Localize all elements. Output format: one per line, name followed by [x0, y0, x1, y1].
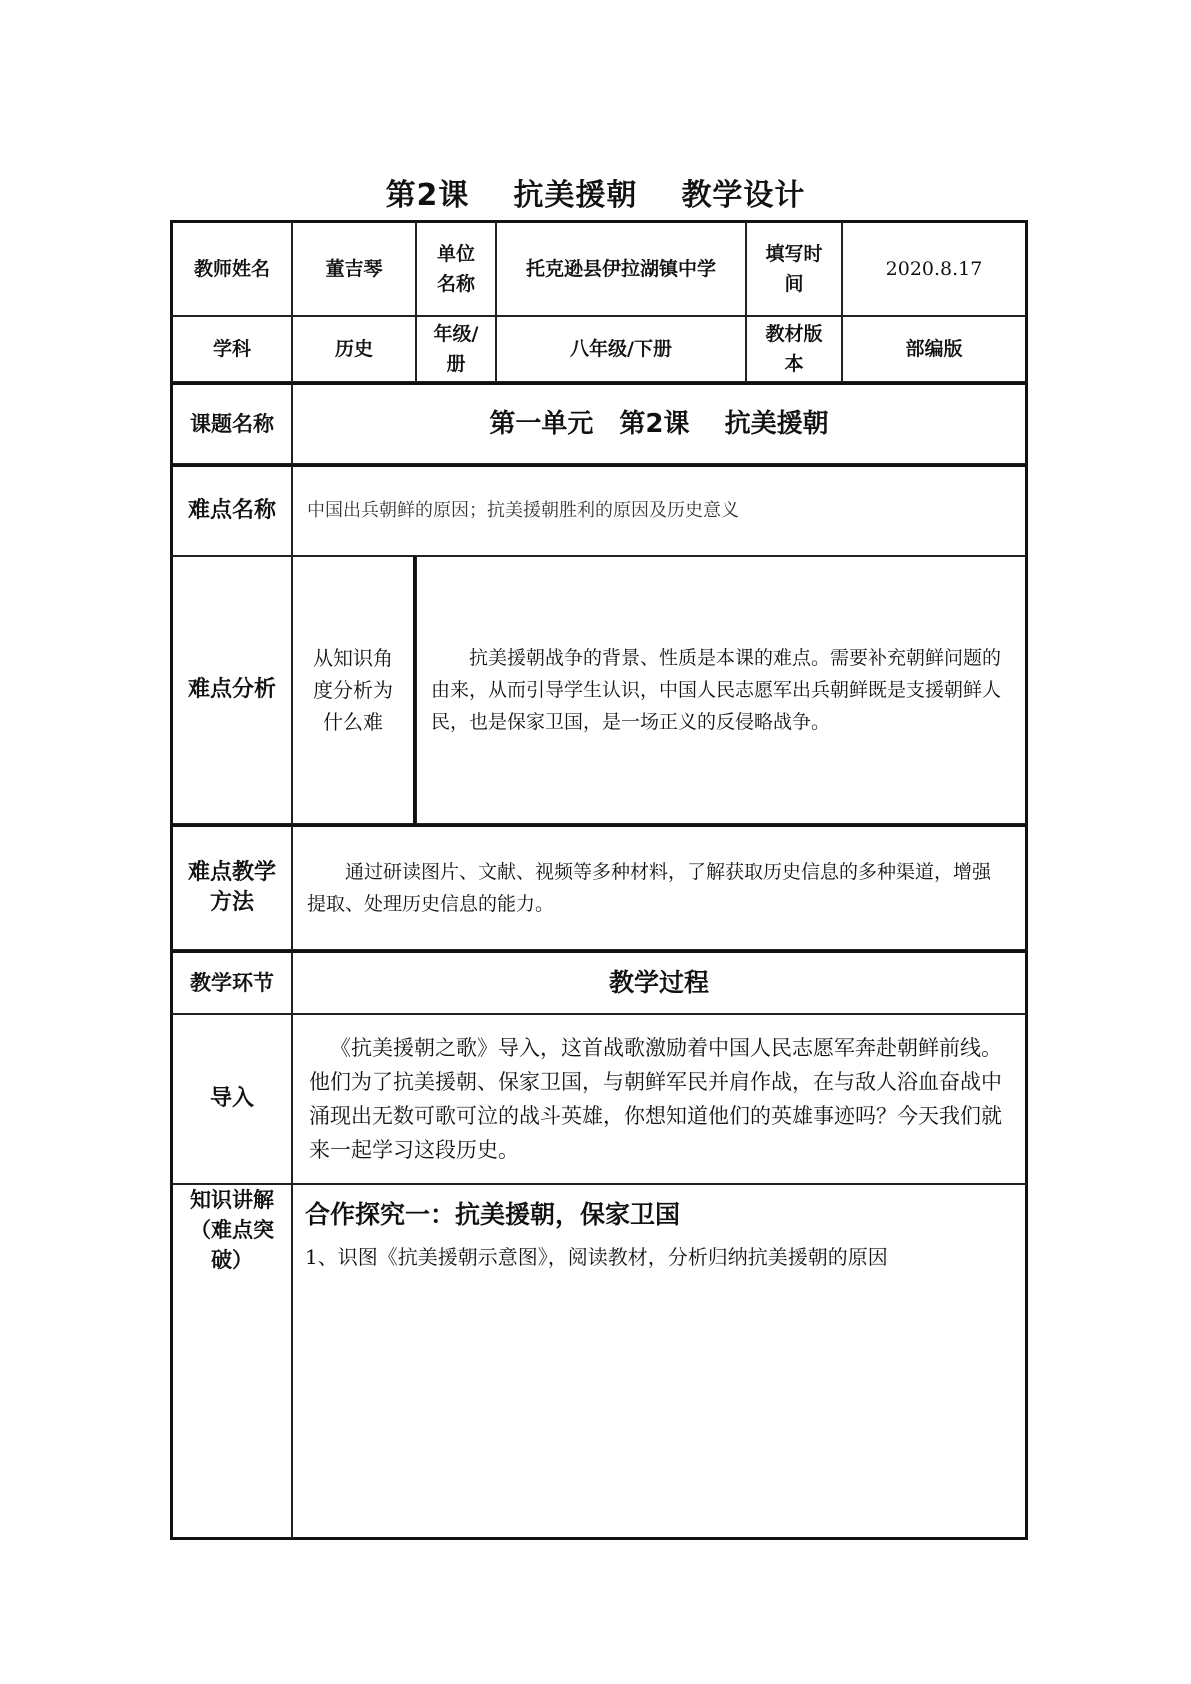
analysis-cell — [416, 556, 1028, 824]
title-lesson: 第2课 — [385, 178, 470, 213]
subject-value: 历史 — [292, 316, 416, 382]
method-value: 通过研读图片、文献、视频等多种材料，了解获取历史信息的多种渠道，增强提取、处理历史信息的能力。 — [307, 861, 992, 915]
intro-label: 导入 — [170, 1014, 292, 1184]
grade-label: 年级/册 — [416, 316, 496, 382]
unit-label: 单位名称 — [416, 220, 496, 316]
knowledge-cell — [292, 1184, 1028, 1540]
process-label: 教学环节 — [170, 950, 292, 1014]
date-label: 填写时间 — [746, 220, 842, 316]
knowledge-label: 知识讲解（难点突破） — [170, 1184, 292, 1540]
title-kind: 教学设计 — [681, 178, 806, 213]
edition-label: 教材版本 — [746, 316, 842, 382]
method-label: 难点教学方法 — [170, 824, 292, 950]
process-header: 教学过程 — [292, 950, 1028, 1014]
analysis-label: 难点分析 — [170, 556, 292, 824]
difficulty-label: 难点名称 — [170, 464, 292, 556]
edition-value: 部编版 — [842, 316, 1028, 382]
teacher-value: 董吉琴 — [292, 220, 416, 316]
lesson-plan-table — [170, 220, 1028, 1540]
knowledge-heading: 合作探究一：抗美援朝，保家卫国 — [305, 1200, 681, 1229]
topic-label: 课题名称 — [170, 382, 292, 464]
topic-value: 第一单元 第2课 抗美援朝 — [292, 382, 1028, 464]
method-cell — [292, 824, 1028, 950]
subject-label: 学科 — [170, 316, 292, 382]
intro-value: 《抗美援朝之歌》导入，这首战歌激励着中国人民志愿军奔赴朝鲜前线。他们为了抗美援朝、保家卫国，与朝鲜军民并肩作战，在与敌人浴血奋战中涌现出无数可歌可泣的战斗英雄，你想知道他们的英雄事迹吗？今天我们就来一起学习这段历史。 — [309, 1036, 1002, 1162]
unit-value: 托克逊县伊拉湖镇中学 — [496, 220, 746, 316]
analysis-value: 抗美援朝战争的背景、性质是本课的难点。需要补充朝鲜问题的由来，从而引导学生认识，中国人民志愿军出兵朝鲜既是支援朝鲜人民，也是保家卫国，是一场正义的反侵略战争。 — [431, 647, 1002, 733]
intro-cell — [292, 1014, 1028, 1184]
difficulty-value: 中国出兵朝鲜的原因；抗美援朝胜利的原因及历史意义 — [292, 464, 1028, 556]
date-value: 2020.8.17 — [842, 220, 1028, 316]
grade-value: 八年级/下册 — [496, 316, 746, 382]
knowledge-item: 1、识图《抗美援朝示意图》，阅读教材，分析归纳抗美援朝的原因 — [305, 1245, 888, 1269]
analysis-sub-label: 从知识角度分析为什么难 — [292, 556, 416, 824]
document-title — [0, 170, 1191, 220]
teacher-label: 教师姓名 — [170, 220, 292, 316]
title-topic: 抗美援朝 — [513, 178, 638, 213]
